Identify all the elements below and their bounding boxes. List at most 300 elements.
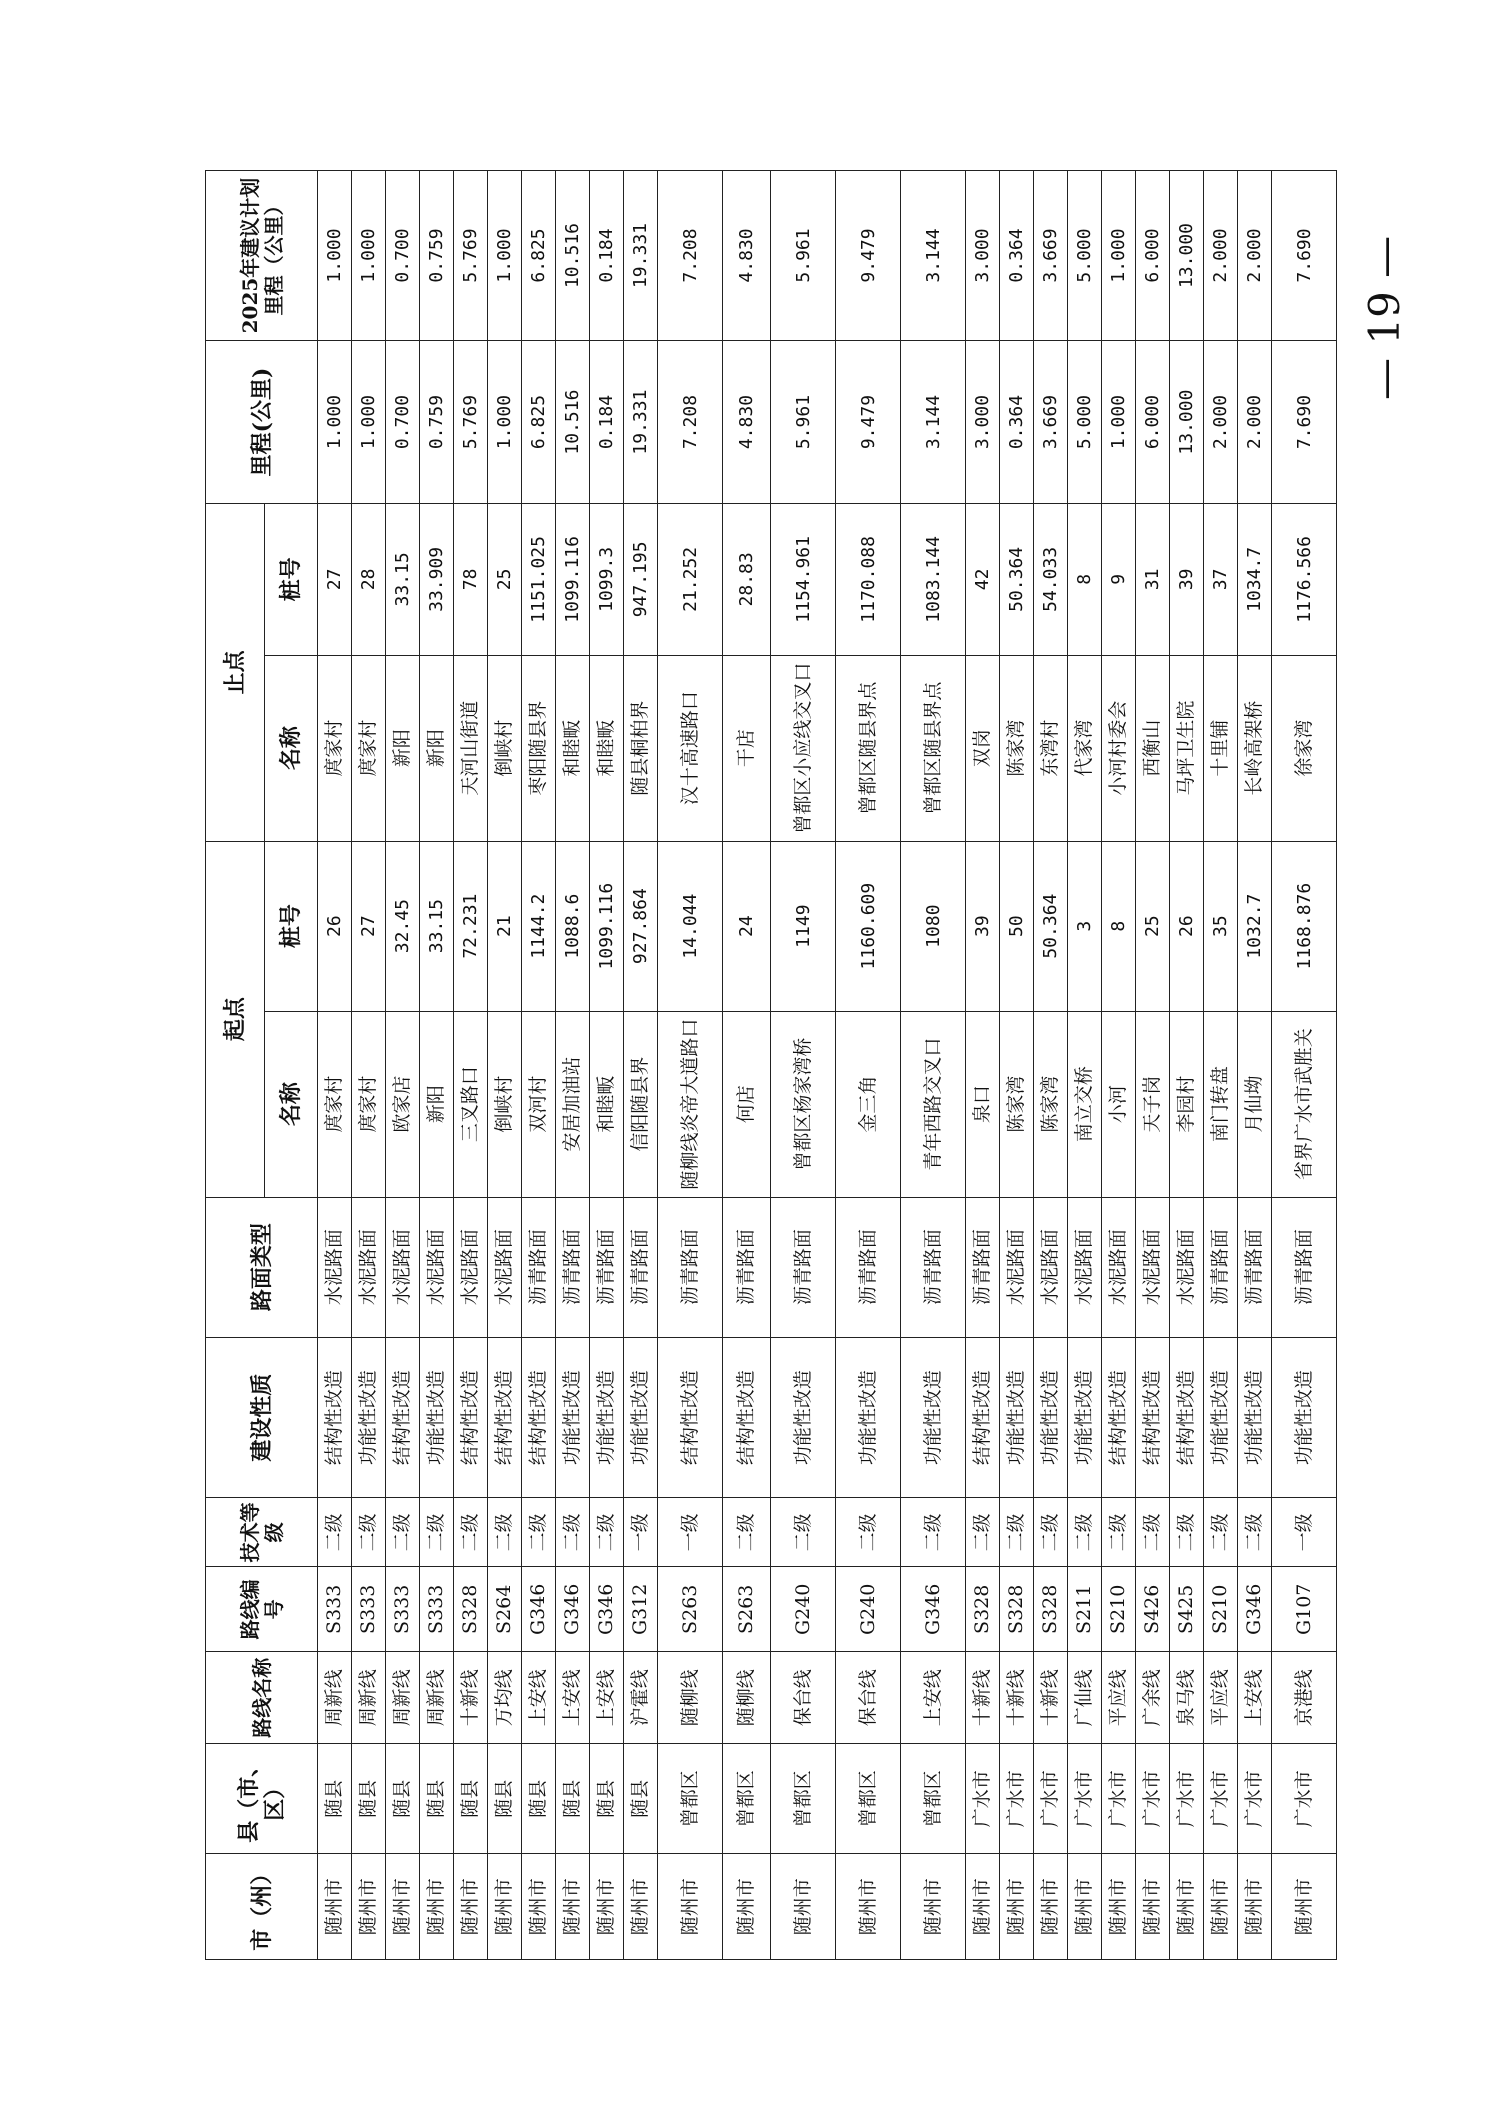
- cell-route: 周新线: [420, 1652, 454, 1744]
- cell-route: 保台线: [836, 1652, 901, 1744]
- cell-nature: 功能性改造: [836, 1337, 901, 1498]
- cell-plan: 2.000: [1238, 171, 1272, 341]
- cell-end: 代家湾: [1068, 655, 1102, 841]
- cell-s-stake: 72.231: [454, 841, 488, 1011]
- cell-e-stake: 1083.144: [901, 504, 966, 656]
- cell-grade: 二级: [1068, 1498, 1102, 1567]
- cell-county: 随县: [352, 1744, 386, 1854]
- cell-end: 和睦畈: [590, 655, 624, 841]
- cell-city: 随州市: [1238, 1854, 1272, 1960]
- cell-pavement: 水泥路面: [454, 1197, 488, 1337]
- col-plan-mileage: 2025年建议计划里程（公里）: [206, 171, 318, 341]
- cell-grade: 二级: [1238, 1498, 1272, 1567]
- cell-city: 随州市: [1000, 1854, 1034, 1960]
- cell-mileage: 6.825: [522, 341, 556, 504]
- cell-e-stake: 39: [1170, 504, 1204, 656]
- cell-code: S263: [723, 1567, 771, 1652]
- cell-nature: 功能性改造: [590, 1337, 624, 1498]
- cell-pavement: 水泥路面: [318, 1197, 352, 1337]
- cell-county: 广水市: [1102, 1744, 1136, 1854]
- cell-grade: 二级: [1204, 1498, 1238, 1567]
- cell-end: 西衡山: [1136, 655, 1170, 841]
- page-number: — 19 —: [1360, 235, 1409, 400]
- cell-nature: 功能性改造: [1034, 1337, 1068, 1498]
- cell-code: S333: [420, 1567, 454, 1652]
- cell-grade: 二级: [318, 1498, 352, 1567]
- cell-grade: 二级: [386, 1498, 420, 1567]
- table-row: [1272, 171, 1337, 1960]
- cell-plan: 10.516: [556, 171, 590, 341]
- cell-s-stake: 1032.7: [1238, 841, 1272, 1011]
- cell-s-stake: 1144.2: [522, 841, 556, 1011]
- cell-nature: 结构性改造: [1170, 1337, 1204, 1498]
- cell-start: 庹家村: [318, 1011, 352, 1197]
- cell-city: 随州市: [1170, 1854, 1204, 1960]
- cell-s-stake: 927.864: [624, 841, 658, 1011]
- cell-start: 和睦畈: [590, 1011, 624, 1197]
- cell-pavement: 沥青路面: [590, 1197, 624, 1337]
- cell-e-stake: 28: [352, 504, 386, 656]
- cell-city: 随州市: [1136, 1854, 1170, 1960]
- cell-nature: 结构性改造: [1136, 1337, 1170, 1498]
- rotated-table-wrapper: [205, 170, 1490, 1960]
- cell-nature: 功能性改造: [1068, 1337, 1102, 1498]
- cell-start: 何店: [723, 1011, 771, 1197]
- cell-end: 十里铺: [1204, 655, 1238, 841]
- cell-start: 信阳随县界: [624, 1011, 658, 1197]
- cell-city: 随州市: [454, 1854, 488, 1960]
- table-row: [966, 171, 1000, 1960]
- cell-start: 新阳: [420, 1011, 454, 1197]
- cell-start: 南门转盘: [1204, 1011, 1238, 1197]
- cell-route: 十新线: [454, 1652, 488, 1744]
- cell-plan: 5.961: [771, 171, 836, 341]
- cell-e-stake: 50.364: [1000, 504, 1034, 656]
- cell-route: 上安线: [901, 1652, 966, 1744]
- cell-city: 随州市: [590, 1854, 624, 1960]
- cell-code: S328: [1034, 1567, 1068, 1652]
- cell-end: 枣阳随县界: [522, 655, 556, 841]
- cell-code: G240: [836, 1567, 901, 1652]
- cell-city: 随州市: [488, 1854, 522, 1960]
- cell-nature: 功能性改造: [1204, 1337, 1238, 1498]
- table-row: [352, 171, 386, 1960]
- cell-code: S426: [1136, 1567, 1170, 1652]
- cell-city: 随州市: [386, 1854, 420, 1960]
- cell-pavement: 沥青路面: [658, 1197, 723, 1337]
- cell-s-stake: 50.364: [1034, 841, 1068, 1011]
- cell-grade: 一级: [624, 1498, 658, 1567]
- cell-pavement: 沥青路面: [836, 1197, 901, 1337]
- cell-nature: 结构性改造: [522, 1337, 556, 1498]
- cell-nature: 功能性改造: [352, 1337, 386, 1498]
- cell-county: 广水市: [1034, 1744, 1068, 1854]
- table-row: [1136, 171, 1170, 1960]
- cell-start: 省界广水市武胜关: [1272, 1011, 1337, 1197]
- cell-pavement: 水泥路面: [1136, 1197, 1170, 1337]
- cell-code: G346: [556, 1567, 590, 1652]
- cell-nature: 功能性改造: [1272, 1337, 1337, 1498]
- cell-city: 随州市: [1034, 1854, 1068, 1960]
- cell-route: 京港线: [1272, 1652, 1337, 1744]
- cell-city: 随州市: [420, 1854, 454, 1960]
- table-row: [1204, 171, 1238, 1960]
- cell-s-stake: 39: [966, 841, 1000, 1011]
- cell-code: G312: [624, 1567, 658, 1652]
- cell-route: 广仙线: [1068, 1652, 1102, 1744]
- cell-city: 随州市: [771, 1854, 836, 1960]
- cell-plan: 3.000: [966, 171, 1000, 341]
- cell-county: 曾都区: [771, 1744, 836, 1854]
- road-plan-table: [205, 170, 1337, 1960]
- cell-code: S263: [658, 1567, 723, 1652]
- cell-city: 随州市: [1272, 1854, 1337, 1960]
- cell-code: S333: [318, 1567, 352, 1652]
- cell-plan: 0.184: [590, 171, 624, 341]
- cell-start: 随柳线炎帝大道路口: [658, 1011, 723, 1197]
- cell-plan: 3.144: [901, 171, 966, 341]
- cell-grade: 二级: [771, 1498, 836, 1567]
- cell-pavement: 水泥路面: [1034, 1197, 1068, 1337]
- cell-plan: 1.000: [352, 171, 386, 341]
- cell-pavement: 沥青路面: [522, 1197, 556, 1337]
- col-end-group: 止点: [206, 504, 265, 842]
- cell-s-stake: 26: [1170, 841, 1204, 1011]
- cell-end: 新阳: [386, 655, 420, 841]
- cell-plan: 13.000: [1170, 171, 1204, 341]
- cell-county: 随县: [624, 1744, 658, 1854]
- cell-end: 倒峡村: [488, 655, 522, 841]
- cell-e-stake: 25: [488, 504, 522, 656]
- cell-pavement: 水泥路面: [386, 1197, 420, 1337]
- cell-code: S210: [1204, 1567, 1238, 1652]
- cell-end: 随县桐柏界: [624, 655, 658, 841]
- cell-mileage: 9.479: [836, 341, 901, 504]
- cell-end: 庹家村: [352, 655, 386, 841]
- cell-end: 东湾村: [1034, 655, 1068, 841]
- cell-end: 长岭高架桥: [1238, 655, 1272, 841]
- cell-route: 上安线: [556, 1652, 590, 1744]
- cell-mileage: 0.184: [590, 341, 624, 504]
- cell-pavement: 沥青路面: [556, 1197, 590, 1337]
- table-row: [420, 171, 454, 1960]
- cell-s-stake: 14.044: [658, 841, 723, 1011]
- cell-e-stake: 27: [318, 504, 352, 656]
- cell-s-stake: 27: [352, 841, 386, 1011]
- cell-code: S333: [352, 1567, 386, 1652]
- cell-mileage: 7.208: [658, 341, 723, 504]
- cell-start: 倒峡村: [488, 1011, 522, 1197]
- cell-mileage: 13.000: [1170, 341, 1204, 504]
- cell-grade: 一级: [658, 1498, 723, 1567]
- cell-e-stake: 37: [1204, 504, 1238, 656]
- cell-nature: 结构性改造: [658, 1337, 723, 1498]
- col-pavement: 路面类型: [206, 1197, 318, 1337]
- cell-plan: 0.759: [420, 171, 454, 341]
- cell-e-stake: 78: [454, 504, 488, 656]
- table-row: [1068, 171, 1102, 1960]
- cell-pavement: 水泥路面: [1170, 1197, 1204, 1337]
- cell-start: 欧家店: [386, 1011, 420, 1197]
- col-route-name: 路线名称: [206, 1652, 318, 1744]
- cell-mileage: 0.364: [1000, 341, 1034, 504]
- cell-e-stake: 28.83: [723, 504, 771, 656]
- cell-end: 新阳: [420, 655, 454, 841]
- table-row: [318, 171, 352, 1960]
- cell-route: 十新线: [1034, 1652, 1068, 1744]
- table-row: [556, 171, 590, 1960]
- cell-route: 周新线: [318, 1652, 352, 1744]
- cell-code: G346: [522, 1567, 556, 1652]
- cell-code: S328: [454, 1567, 488, 1652]
- cell-mileage: 1.000: [488, 341, 522, 504]
- cell-mileage: 3.669: [1034, 341, 1068, 504]
- cell-start: 小河: [1102, 1011, 1136, 1197]
- cell-county: 广水市: [1136, 1744, 1170, 1854]
- cell-county: 随县: [454, 1744, 488, 1854]
- cell-route: 广余线: [1136, 1652, 1170, 1744]
- cell-grade: 二级: [1170, 1498, 1204, 1567]
- table-row: [1238, 171, 1272, 1960]
- cell-end: 徐家湾: [1272, 655, 1337, 841]
- cell-mileage: 0.700: [386, 341, 420, 504]
- cell-e-stake: 1151.025: [522, 504, 556, 656]
- table-row: [836, 171, 901, 1960]
- cell-end: 曾都区小应线交叉口: [771, 655, 836, 841]
- cell-start: 庹家村: [352, 1011, 386, 1197]
- cell-county: 曾都区: [901, 1744, 966, 1854]
- cell-route: 万均线: [488, 1652, 522, 1744]
- cell-city: 随州市: [966, 1854, 1000, 1960]
- cell-code: S210: [1102, 1567, 1136, 1652]
- cell-start: 安居加油站: [556, 1011, 590, 1197]
- table-row: [771, 171, 836, 1960]
- cell-route: 保台线: [771, 1652, 836, 1744]
- cell-pavement: 水泥路面: [488, 1197, 522, 1337]
- cell-plan: 2.000: [1204, 171, 1238, 341]
- cell-nature: 功能性改造: [901, 1337, 966, 1498]
- cell-city: 随州市: [556, 1854, 590, 1960]
- cell-county: 广水市: [966, 1744, 1000, 1854]
- cell-grade: 一级: [1272, 1498, 1337, 1567]
- cell-pavement: 沥青路面: [771, 1197, 836, 1337]
- cell-e-stake: 9: [1102, 504, 1136, 656]
- table-row: [723, 171, 771, 1960]
- table-body: [318, 171, 1337, 1960]
- cell-grade: 二级: [723, 1498, 771, 1567]
- cell-route: 周新线: [352, 1652, 386, 1744]
- cell-nature: 结构性改造: [1102, 1337, 1136, 1498]
- table-row: [488, 171, 522, 1960]
- cell-mileage: 3.144: [901, 341, 966, 504]
- cell-grade: 二级: [901, 1498, 966, 1567]
- col-end-stake: 桩号: [265, 504, 318, 656]
- cell-plan: 0.700: [386, 171, 420, 341]
- cell-end: 汉十高速路口: [658, 655, 723, 841]
- cell-city: 随州市: [1204, 1854, 1238, 1960]
- cell-nature: 结构性改造: [966, 1337, 1000, 1498]
- cell-city: 随州市: [836, 1854, 901, 1960]
- cell-city: 随州市: [658, 1854, 723, 1960]
- cell-pavement: 沥青路面: [1204, 1197, 1238, 1337]
- cell-s-stake: 33.15: [420, 841, 454, 1011]
- cell-code: S333: [386, 1567, 420, 1652]
- cell-s-stake: 32.45: [386, 841, 420, 1011]
- cell-mileage: 1.000: [352, 341, 386, 504]
- cell-mileage: 10.516: [556, 341, 590, 504]
- cell-start: 金三角: [836, 1011, 901, 1197]
- cell-grade: 二级: [966, 1498, 1000, 1567]
- cell-plan: 3.669: [1034, 171, 1068, 341]
- cell-nature: 结构性改造: [386, 1337, 420, 1498]
- cell-route: 平应线: [1204, 1652, 1238, 1744]
- cell-start: 泉口: [966, 1011, 1000, 1197]
- cell-county: 广水市: [1204, 1744, 1238, 1854]
- cell-s-stake: 35: [1204, 841, 1238, 1011]
- cell-mileage: 6.000: [1136, 341, 1170, 504]
- cell-start: 陈家湾: [1034, 1011, 1068, 1197]
- cell-e-stake: 8: [1068, 504, 1102, 656]
- cell-city: 随州市: [1102, 1854, 1136, 1960]
- cell-county: 广水市: [1272, 1744, 1337, 1854]
- cell-pavement: 水泥路面: [420, 1197, 454, 1337]
- cell-nature: 结构性改造: [454, 1337, 488, 1498]
- cell-mileage: 5.961: [771, 341, 836, 504]
- col-end-name: 名称: [265, 655, 318, 841]
- cell-grade: 二级: [556, 1498, 590, 1567]
- cell-plan: 1.000: [1102, 171, 1136, 341]
- cell-route: 随柳线: [723, 1652, 771, 1744]
- cell-plan: 1.000: [318, 171, 352, 341]
- cell-county: 曾都区: [723, 1744, 771, 1854]
- cell-pavement: 沥青路面: [1238, 1197, 1272, 1337]
- col-construction-type: 建设性质: [206, 1337, 318, 1498]
- cell-county: 曾都区: [836, 1744, 901, 1854]
- cell-pavement: 沥青路面: [723, 1197, 771, 1337]
- cell-s-stake: 1168.876: [1272, 841, 1337, 1011]
- cell-county: 随县: [522, 1744, 556, 1854]
- cell-city: 随州市: [318, 1854, 352, 1960]
- cell-mileage: 1.000: [318, 341, 352, 504]
- cell-s-stake: 8: [1102, 841, 1136, 1011]
- cell-e-stake: 947.195: [624, 504, 658, 656]
- cell-mileage: 0.759: [420, 341, 454, 504]
- cell-e-stake: 1170.088: [836, 504, 901, 656]
- cell-code: S328: [966, 1567, 1000, 1652]
- cell-county: 广水市: [1170, 1744, 1204, 1854]
- cell-nature: 功能性改造: [1238, 1337, 1272, 1498]
- cell-e-stake: 54.033: [1034, 504, 1068, 656]
- cell-nature: 功能性改造: [1000, 1337, 1034, 1498]
- cell-plan: 6.825: [522, 171, 556, 341]
- cell-end: 庹家村: [318, 655, 352, 841]
- cell-start: 青年西路交叉口: [901, 1011, 966, 1197]
- cell-end: 和睦畈: [556, 655, 590, 841]
- cell-start: 李园村: [1170, 1011, 1204, 1197]
- cell-grade: 二级: [352, 1498, 386, 1567]
- cell-mileage: 4.830: [723, 341, 771, 504]
- cell-start: 曾都区杨家湾桥: [771, 1011, 836, 1197]
- cell-county: 随县: [590, 1744, 624, 1854]
- cell-route: 上安线: [522, 1652, 556, 1744]
- cell-city: 随州市: [723, 1854, 771, 1960]
- cell-s-stake: 21: [488, 841, 522, 1011]
- cell-e-stake: 33.909: [420, 504, 454, 656]
- cell-start: 月仙坳: [1238, 1011, 1272, 1197]
- cell-end: 马坪卫生院: [1170, 655, 1204, 841]
- cell-code: G346: [901, 1567, 966, 1652]
- cell-start: 天子岗: [1136, 1011, 1170, 1197]
- cell-mileage: 19.331: [624, 341, 658, 504]
- col-start-name: 名称: [265, 1011, 318, 1197]
- cell-county: 随县: [386, 1744, 420, 1854]
- table-row: [454, 171, 488, 1960]
- cell-code: S425: [1170, 1567, 1204, 1652]
- cell-code: S264: [488, 1567, 522, 1652]
- cell-start: 陈家湾: [1000, 1011, 1034, 1197]
- col-tech-grade: 技术等级: [206, 1498, 318, 1567]
- cell-route: 沪霍线: [624, 1652, 658, 1744]
- cell-start: 三叉路口: [454, 1011, 488, 1197]
- cell-e-stake: 1099.3: [590, 504, 624, 656]
- cell-end: 天河山街道: [454, 655, 488, 841]
- cell-pavement: 水泥路面: [352, 1197, 386, 1337]
- cell-route: 泉马线: [1170, 1652, 1204, 1744]
- table-row: [522, 171, 556, 1960]
- cell-pavement: 水泥路面: [1068, 1197, 1102, 1337]
- cell-route: 周新线: [386, 1652, 420, 1744]
- cell-mileage: 7.690: [1272, 341, 1337, 504]
- cell-s-stake: 3: [1068, 841, 1102, 1011]
- cell-city: 随州市: [352, 1854, 386, 1960]
- cell-nature: 功能性改造: [420, 1337, 454, 1498]
- cell-code: S211: [1068, 1567, 1102, 1652]
- cell-route: 十新线: [1000, 1652, 1034, 1744]
- cell-city: 随州市: [624, 1854, 658, 1960]
- cell-end: 曾都区随县界点: [901, 655, 966, 841]
- table-row: [1102, 171, 1136, 1960]
- cell-s-stake: 1099.116: [590, 841, 624, 1011]
- cell-e-stake: 1176.566: [1272, 504, 1337, 656]
- cell-mileage: 1.000: [1102, 341, 1136, 504]
- table-row: [590, 171, 624, 1960]
- cell-county: 广水市: [1238, 1744, 1272, 1854]
- cell-pavement: 水泥路面: [1102, 1197, 1136, 1337]
- cell-s-stake: 1088.6: [556, 841, 590, 1011]
- cell-end: 小河村委会: [1102, 655, 1136, 841]
- cell-plan: 7.690: [1272, 171, 1337, 341]
- cell-nature: 结构性改造: [723, 1337, 771, 1498]
- cell-grade: 二级: [1000, 1498, 1034, 1567]
- cell-plan: 7.208: [658, 171, 723, 341]
- cell-pavement: 水泥路面: [1000, 1197, 1034, 1337]
- cell-route: 上安线: [590, 1652, 624, 1744]
- cell-plan: 1.000: [488, 171, 522, 341]
- cell-s-stake: 1149: [771, 841, 836, 1011]
- cell-code: G107: [1272, 1567, 1337, 1652]
- cell-end: 曾都区随县界点: [836, 655, 901, 841]
- cell-grade: 二级: [522, 1498, 556, 1567]
- table-row: [1034, 171, 1068, 1960]
- cell-pavement: 沥青路面: [966, 1197, 1000, 1337]
- cell-grade: 二级: [590, 1498, 624, 1567]
- cell-mileage: 2.000: [1204, 341, 1238, 504]
- cell-code: S328: [1000, 1567, 1034, 1652]
- cell-e-stake: 21.252: [658, 504, 723, 656]
- cell-pavement: 沥青路面: [1272, 1197, 1337, 1337]
- cell-city: 随州市: [522, 1854, 556, 1960]
- cell-e-stake: 31: [1136, 504, 1170, 656]
